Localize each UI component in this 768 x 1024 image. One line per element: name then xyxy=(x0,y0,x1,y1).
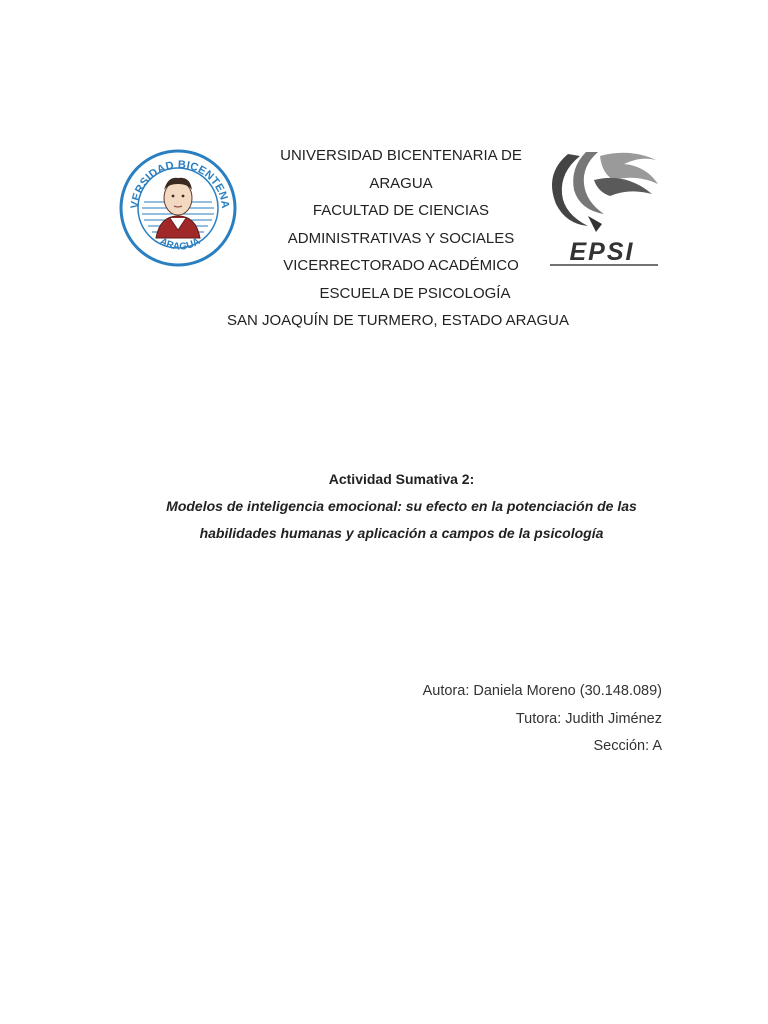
institution-header xyxy=(200,142,602,335)
header-line-location: SAN JOAQUÍN DE TURMERO, ESTADO ARAGUA xyxy=(227,312,569,329)
activity-title: Actividad Sumativa 2: xyxy=(328,471,475,487)
header-line-state: ARAGUA xyxy=(369,174,433,192)
credits-block xyxy=(380,678,662,761)
header-line-university: UNIVERSIDAD BICENTENARIA DE xyxy=(280,147,522,164)
subtitle-line-1: Modelos de inteligencia emocional: su efecto en la potenciación de las xyxy=(166,498,637,514)
section-line: Sección: A xyxy=(593,738,662,754)
header-line-faculty: FACULTAD DE CIENCIAS xyxy=(312,202,490,219)
seal-ring-text-top: VERSIDAD BICENTENA xyxy=(128,158,232,210)
subtitle-line-2: habilidades humanas y aplicación a campos de la psicología xyxy=(199,525,604,541)
tutor-line: Tutora: Judith Jiménez xyxy=(515,710,662,727)
author-line: Autora: Daniela Moreno (30.148.089) xyxy=(422,683,662,699)
epsi-logo-text: EPSI xyxy=(569,238,635,266)
title-block xyxy=(100,466,703,547)
header-line-vice-rectorate: VICERRECTORADO ACADÉMICO xyxy=(283,257,519,274)
seal-ring-text-bottom: ARAGUA xyxy=(157,236,203,253)
header-line-faculty-area: ADMINISTRATIVAS Y SOCIALES xyxy=(287,229,515,247)
header-line-school: ESCUELA DE PSICOLOGÍA xyxy=(319,284,511,302)
